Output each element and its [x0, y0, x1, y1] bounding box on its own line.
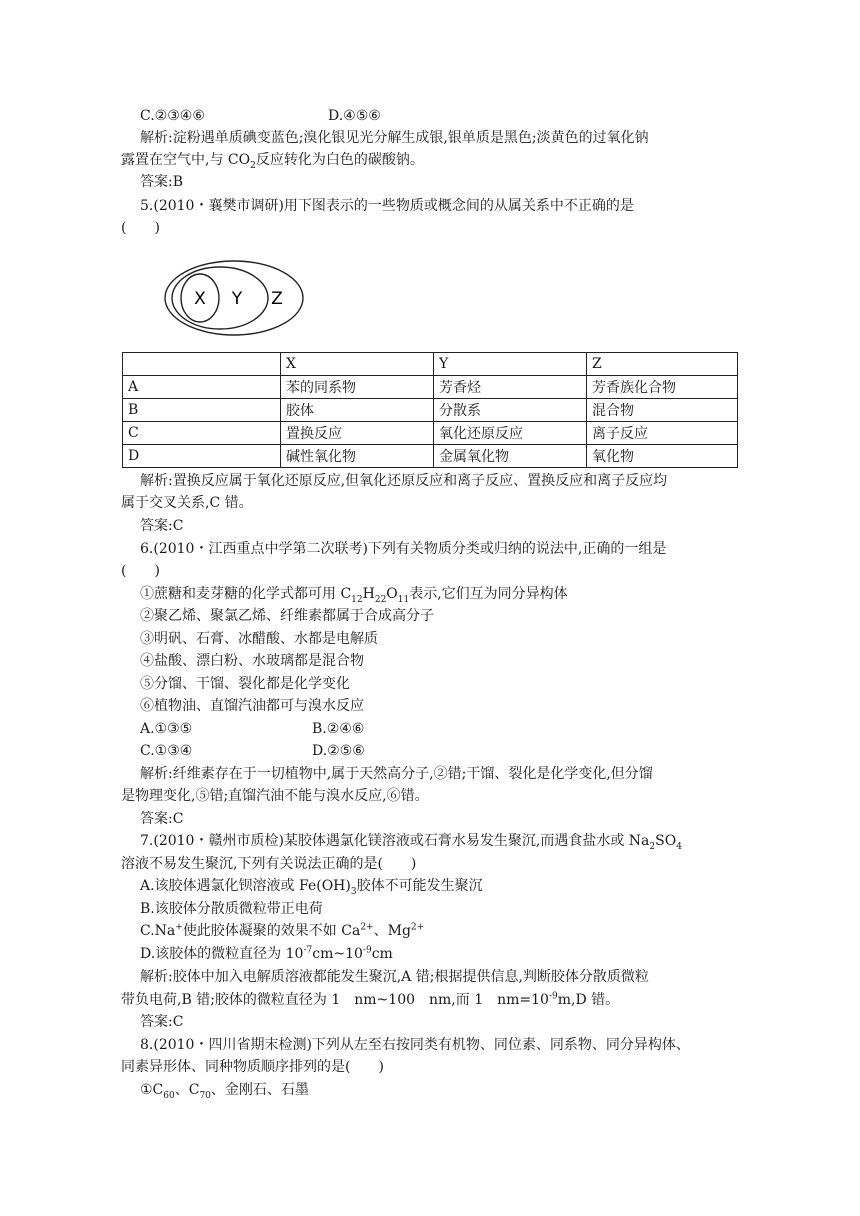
text-span: A.该胶体遇氯化钡溶液或 Fe(OH) — [140, 878, 351, 894]
table-cell: 分散系 — [434, 399, 587, 422]
explanation-line: 属于交叉关系,C 错。 — [121, 495, 253, 511]
subscript: 3 — [350, 886, 357, 897]
question-stem: 同素异形体、同种物质顺序排列的是( ) — [121, 1059, 384, 1075]
superscript: -9 — [548, 991, 558, 1002]
statement-item — [140, 584, 568, 604]
table-cell: 氧化物 — [587, 445, 738, 468]
text-span: 露置在空气中,与 CO — [121, 152, 251, 168]
table-row — [123, 376, 738, 399]
text-span: 使此胶体凝聚的效果不如 Ca — [182, 923, 361, 939]
option-d: D.④⑤⑥ — [328, 108, 381, 124]
statement-item: ⑥植物油、直馏汽油都可与溴水反应 — [140, 698, 364, 714]
question-stem: 6.(2010・江西重点中学第二次联考)下列有关物质分类或归纳的说法中,正确的一组是 — [140, 541, 667, 557]
subscript: 11 — [397, 594, 410, 605]
option-line — [140, 741, 365, 761]
option-d — [140, 944, 393, 964]
statement-item: ②聚乙烯、聚氯乙烯、纤维素都属于合成高分子 — [140, 608, 434, 624]
table-cell: 混合物 — [587, 399, 738, 422]
explanation-line: 解析:置换反应属于氧化还原反应,但氧化还原反应和离子反应、置换反应和离子反应均 — [140, 473, 668, 489]
superscript: -7 — [303, 945, 313, 956]
table-cell: 芳香烃 — [434, 376, 587, 399]
question-stem — [140, 831, 682, 851]
table-row — [123, 399, 738, 422]
option-b: B.②④⑥ — [312, 721, 365, 737]
explanation-line — [121, 150, 424, 170]
text-span: cm — [371, 946, 393, 962]
text-span: 、C — [174, 1082, 200, 1098]
text-span: SO — [655, 833, 677, 849]
table-cell: 离子反应 — [587, 422, 738, 445]
superscript: 2+ — [410, 922, 425, 933]
table-row — [123, 422, 738, 445]
table-cell: 胶体 — [281, 399, 434, 422]
table-cell: A — [123, 376, 281, 399]
text-span: cm~10 — [312, 946, 363, 962]
table-header-row — [123, 353, 738, 376]
superscript: 2+ — [360, 922, 374, 933]
label-y: Y — [231, 289, 243, 309]
explanation-line: 解析:淀粉遇单质碘变蓝色;溴化银见光分解生成银,银单质是黑色;淡黄色的过氧化钠 — [140, 130, 649, 146]
middle-ellipse-y — [172, 267, 268, 329]
nested-ellipse-diagram — [163, 259, 305, 339]
option-b: B.该胶体分散质微粒带正电荷 — [140, 901, 323, 917]
explanation-line: 解析:胶体中加入电解质溶液都能发生聚沉,A 错;根据提供信息,判断胶体分散质微粒 — [140, 969, 649, 985]
subscript: 2 — [250, 160, 256, 171]
option-d: D.②⑤⑥ — [312, 743, 365, 759]
label-z: Z — [271, 289, 283, 309]
question-stem: 8.(2010・四川省期末检测)下列从左至右按同类有机物、同位素、同系物、同分异构体、 — [140, 1037, 690, 1053]
answer-line: 答案:C — [140, 811, 184, 827]
text-span: 表示,它们互为同分异构体 — [409, 586, 568, 602]
answer-line: 答案:C — [140, 1014, 184, 1030]
option-a: A.①③⑤ — [140, 721, 193, 737]
explanation-line — [121, 990, 619, 1010]
text-span: C.Na — [140, 923, 176, 939]
table-cell — [123, 353, 281, 376]
subscript: 12 — [351, 594, 363, 605]
text-span: O — [386, 586, 398, 602]
option-a — [140, 876, 483, 896]
explanation-line: 解析:纤维素存在于一切植物中,属于天然高分子,②错;干馏、裂化是化学变化,但分馏 — [140, 766, 653, 782]
statement-item — [140, 1080, 309, 1100]
text-span: 、Mg — [373, 923, 411, 939]
table-cell: 氧化还原反应 — [434, 422, 587, 445]
text-span: 反应转化为白色的碳酸钠。 — [255, 152, 424, 168]
subscript: 2 — [649, 841, 656, 852]
option-line — [140, 106, 381, 126]
text-span: m,D 错。 — [557, 992, 620, 1008]
option-c — [140, 921, 424, 941]
explanation-line: 是物理变化,⑤错;直馏汽油不能与溴水反应,⑥错。 — [121, 788, 429, 804]
question-stem: 溶液不易发生聚沉,下列有关说法正确的是( ) — [121, 856, 417, 872]
text-span: H — [362, 586, 375, 602]
option-c: C.②③④⑥ — [140, 108, 205, 124]
subscript: 60 — [163, 1090, 175, 1101]
answer-line: 答案:C — [140, 518, 184, 534]
table-cell: X — [281, 353, 434, 376]
text-span: 、金刚石、石墨 — [210, 1082, 309, 1098]
subscript: 22 — [374, 594, 387, 605]
table-cell: 金属氧化物 — [434, 445, 587, 468]
table-cell: B — [123, 399, 281, 422]
question-stem: 5.(2010・襄樊市调研)用下图表示的一些物质或概念间的从属关系中不正确的是 — [140, 198, 634, 214]
table-cell: 芳香族化合物 — [587, 376, 738, 399]
statement-item: ④盐酸、漂白粉、水玻璃都是混合物 — [140, 653, 364, 669]
superscript: + — [175, 922, 183, 933]
text-span: 7.(2010・赣州市质检)某胶体遇氯化镁溶液或石膏水易发生聚沉,而遇食盐水或 Na — [140, 833, 650, 849]
table-cell: 置换反应 — [281, 422, 434, 445]
table-cell: 苯的同系物 — [281, 376, 434, 399]
subscript: 70 — [199, 1090, 211, 1101]
classification-table — [122, 352, 738, 468]
answer-blank: ( ) — [121, 220, 160, 236]
table-cell: Y — [434, 353, 587, 376]
option-line — [140, 719, 365, 739]
text-span: 带负电荷,B 错;胶体的微粒直径为 1 nm~100 nm,而 1 nm=10 — [121, 992, 549, 1008]
subscript: 4 — [676, 841, 682, 852]
text-span: 胶体不可能发生聚沉 — [356, 878, 483, 894]
text-span: ①蔗糖和麦芽糖的化学式都可用 C — [140, 586, 352, 602]
superscript: -9 — [362, 945, 372, 956]
table-cell: C — [123, 422, 281, 445]
option-c: C.①③④ — [140, 743, 193, 759]
text-span: D.该胶体的微粒直径为 10 — [140, 946, 304, 962]
answer-line: 答案:B — [140, 174, 184, 190]
statement-item: ③明矾、石膏、冰醋酸、水都是电解质 — [140, 631, 378, 647]
statement-item: ⑤分馏、干馏、裂化都是化学变化 — [140, 676, 350, 692]
answer-blank: ( ) — [121, 563, 160, 579]
label-x: X — [194, 289, 206, 309]
table-cell: Z — [587, 353, 738, 376]
table-row — [123, 445, 738, 468]
table-cell: D — [123, 445, 281, 468]
text-span: ①C — [140, 1082, 164, 1098]
table-cell: 碱性氧化物 — [281, 445, 434, 468]
